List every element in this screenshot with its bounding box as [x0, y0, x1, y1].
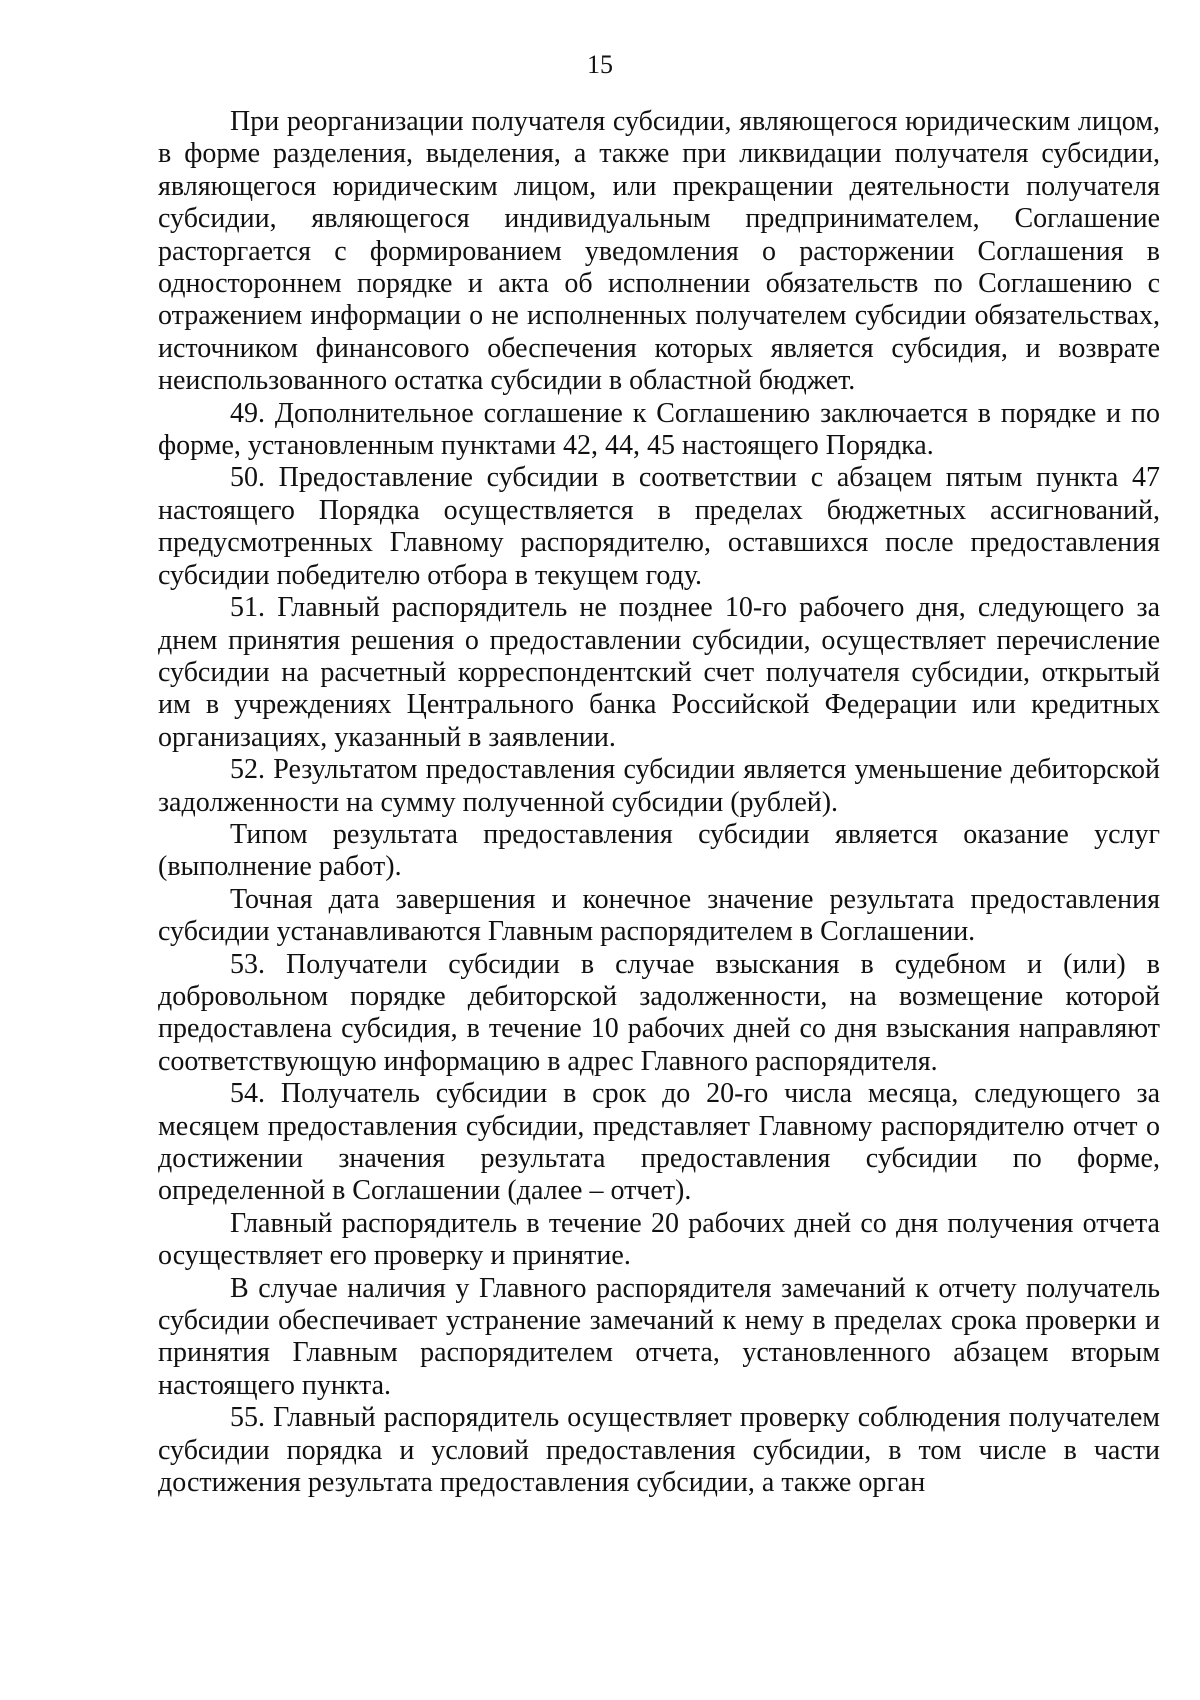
paragraph-50: 50. Предоставление субсидии в соответствии с абзацем пятым пункта 47 настоящего Порядка осуществляется в пределах бюджетных ассигнований, предусмотренных Главному распорядителю, оставшихся после предоставления субсидии победителю отбора в текущем году.: [158, 462, 1160, 591]
paragraph-54-review: Главный распорядитель в течение 20 рабочих дней со дня получения отчета осуществляет его проверку и принятие.: [158, 1207, 1160, 1272]
paragraph-51: 51. Главный распорядитель не позднее 10-го рабочего дня, следующего за днем принятия решения о предоставлении субсидии, осуществляет перечисление субсидии на расчетный корреспондентский счет получателя субсидии, открытый им в учреждениях Центрального банка Российской Федерации или кредитных организациях, указанный в заявлении.: [158, 592, 1160, 753]
paragraph-52-result-type: Типом результата предоставления субсидии является оказание услуг (выполнение работ).: [158, 818, 1160, 883]
paragraph-52: 52. Результатом предоставления субсидии является уменьшение дебиторской задолженности на сумму полученной субсидии (рублей).: [158, 754, 1160, 818]
paragraph-54: 54. Получатель субсидии в срок до 20-го числа месяца, следующего за месяцем предоставления субсидии, представляет Главному распорядителю отчет о достижении значения результата предоставления субсидии по форме, определенной в Соглашении (далее – отчет).: [158, 1078, 1160, 1207]
paragraph-52-result-date: Точная дата завершения и конечное значение результата предоставления субсидии устанавливаются Главным распорядителем в Соглашении.: [158, 883, 1160, 948]
document-body: [158, 106, 1160, 1499]
paragraph-53: 53. Получатели субсидии в случае взыскания в судебном и (или) в добровольном порядке дебиторской задолженности, на возмещение которой предоставлена субсидия, в течение 10 рабочих дней со дня взыскания направляют соответствующую информацию в адрес Главного распорядителя.: [158, 948, 1160, 1077]
paragraph-54-remarks: В случае наличия у Главного распорядителя замечаний к отчету получатель субсидии обеспечивает устранение замечаний к нему в пределах срока проверки и принятия Главным распорядителем отчета, установленного абзацем вторым настоящего пункта.: [158, 1272, 1160, 1401]
paragraph-49: 49. Дополнительное соглашение к Соглашению заключается в порядке и по форме, установленным пунктами 42, 44, 45 настоящего Порядка.: [158, 397, 1160, 462]
page-number: 15: [587, 50, 613, 79]
paragraph-55: 55. Главный распорядитель осуществляет проверку соблюдения получателем субсидии порядка и условий предоставления субсидии, в том числе в части достижения результата предоставления субсидии, а также орган: [158, 1402, 1160, 1499]
paragraph-reorganization: При реорганизации получателя субсидии, являющегося юридическим лицом, в форме разделения, выделения, а также при ликвидации получателя субсидии, являющегося юридическим лицом, или прекращении деятельности получателя субсидии, являющегося индивидуальным предпринимателем, Соглашение расторгается с формированием уведомления о расторжении Соглашения в одностороннем порядке и акта об исполнении обязательств по Соглашению с отражением информации о не исполненных получателем субсидии обязательствах, источником финансового обеспечения которых является субсидия, и возврате неиспользованного остатка субсидии в областной бюджет.: [158, 106, 1160, 397]
